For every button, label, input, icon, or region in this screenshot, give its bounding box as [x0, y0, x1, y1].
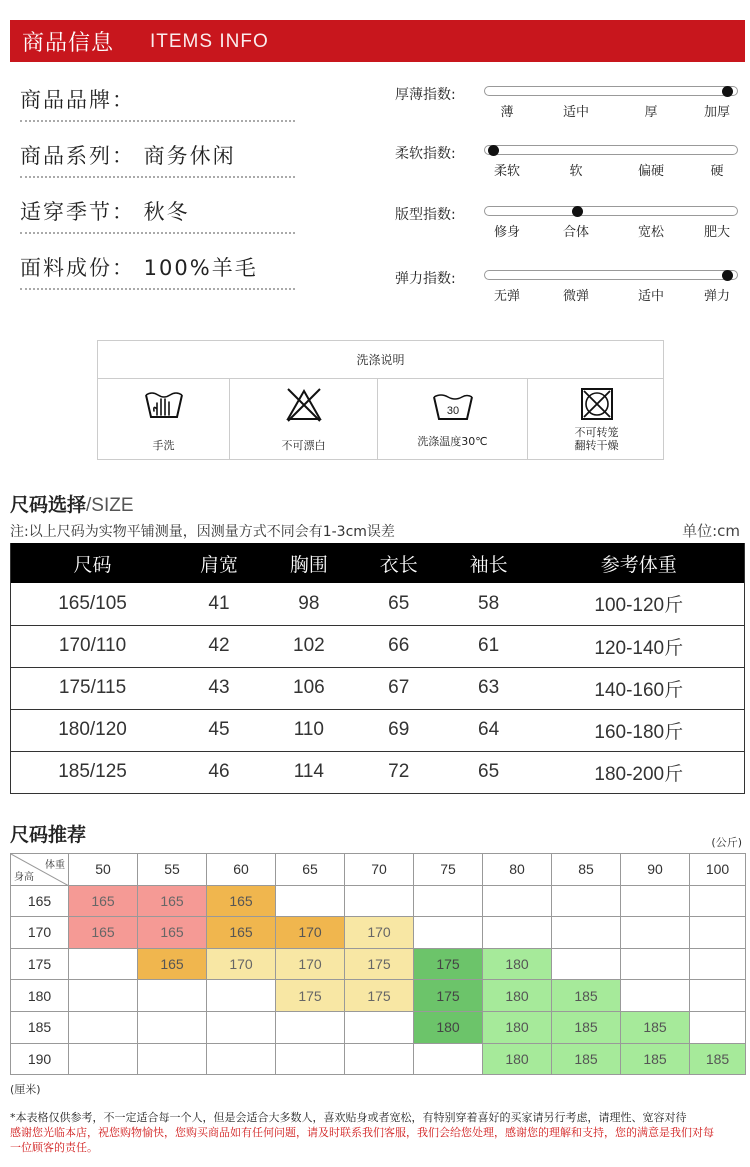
table-row: [11, 709, 745, 751]
size-cell: 180/120: [11, 709, 175, 751]
recommend-cell: 185: [690, 1043, 746, 1075]
index-tick-label: 修身: [493, 225, 520, 240]
index-tick-label: 硬: [710, 164, 724, 179]
recommend-cell: [345, 1043, 414, 1075]
recommend-cell: [552, 917, 621, 949]
size-cell: 175/115: [11, 667, 175, 709]
care-label: 洗涤温度30℃: [417, 435, 488, 448]
size-cell: 180-200斤: [534, 751, 745, 793]
size-cell: 65: [444, 751, 534, 793]
wash-temp-label: 30: [446, 405, 460, 417]
banner-title-cn: 商品信息: [22, 31, 115, 56]
corner-height-label: 身高: [14, 871, 34, 883]
index-tick-label: 薄: [500, 105, 514, 120]
size-table: [10, 543, 745, 794]
footer-thanks-cont: 一位顾客的责任。: [10, 1141, 98, 1154]
weight-header: 65: [276, 854, 345, 886]
height-header: 170: [11, 917, 69, 949]
size-cell: 165/105: [11, 583, 175, 625]
index-track: [484, 270, 738, 280]
recommend-cell: 165: [207, 885, 276, 917]
index-label: 厚薄指数:: [395, 87, 456, 103]
weight-header: 75: [414, 854, 483, 886]
size-cell: 63: [444, 667, 534, 709]
size-cell: 140-160斤: [534, 667, 745, 709]
banner-title-en: ITEMS INFO: [150, 31, 269, 52]
size-cell: 46: [174, 751, 264, 793]
care-item-hand-wash: [98, 379, 230, 459]
care-label-line1: 不可转笼: [574, 426, 619, 439]
recommend-cell: [483, 917, 552, 949]
recommend-cell: 175: [414, 980, 483, 1012]
care-instructions: [97, 340, 664, 460]
recommend-cell: [138, 1011, 207, 1043]
recommend-cell: [690, 980, 746, 1012]
recommend-cell: 185: [552, 1011, 621, 1043]
recommend-header-row: [11, 854, 746, 886]
recommend-cell: [69, 1011, 138, 1043]
size-table-header: [11, 543, 745, 583]
section-banner: [10, 20, 745, 62]
index-marker: [572, 206, 583, 217]
recommend-cell: [345, 885, 414, 917]
index-marker: [488, 145, 499, 156]
height-header: 190: [11, 1043, 69, 1075]
size-cell: 100-120斤: [534, 583, 745, 625]
size-cell: 58: [444, 583, 534, 625]
recommend-cell: 180: [483, 1043, 552, 1075]
index-track: [484, 86, 738, 96]
index-tick-label: 弹力: [703, 289, 730, 304]
weight-header: 80: [483, 854, 552, 886]
recommend-cell: [552, 948, 621, 980]
size-cell: 65: [354, 583, 444, 625]
recommend-cell: [621, 948, 690, 980]
size-cell: 64: [444, 709, 534, 751]
height-header: 180: [11, 980, 69, 1012]
weight-header: 55: [138, 854, 207, 886]
recommend-cell: 165: [138, 885, 207, 917]
size-title-cn: 尺码选择: [10, 494, 87, 516]
care-item-no-tumble-dry: [528, 379, 665, 459]
recommend-cell: [621, 917, 690, 949]
index-tick-label: 微弹: [562, 289, 589, 304]
recommend-cell: 175: [345, 948, 414, 980]
index-track: [484, 206, 738, 216]
recommend-cell: [552, 885, 621, 917]
recommend-cell: 180: [414, 1011, 483, 1043]
index-tick-label: 无弹: [493, 289, 520, 304]
recommend-cell: [345, 1011, 414, 1043]
index-label: 柔软指数:: [395, 146, 456, 162]
corner-weight-label: 体重: [45, 860, 65, 871]
index-marker: [722, 270, 733, 281]
recommend-cell: [690, 1011, 746, 1043]
weight-header: 85: [552, 854, 621, 886]
index-tick-label: 合体: [562, 225, 589, 240]
size-cell: 110: [264, 709, 354, 751]
size-cell: 106: [264, 667, 354, 709]
table-row: [11, 667, 745, 709]
table-row: [11, 917, 746, 949]
size-cell: 42: [174, 625, 264, 667]
attr-fabric: 面料成份： 100%羊毛: [20, 240, 295, 290]
recommend-cell: [690, 948, 746, 980]
recommend-cell: [621, 980, 690, 1012]
size-unit: 单位:cm: [682, 522, 740, 540]
recommend-cell: 185: [552, 980, 621, 1012]
height-header: 175: [11, 948, 69, 980]
size-header-cell: 袖长: [444, 543, 534, 583]
size-header-cell: 尺码: [11, 543, 175, 583]
size-note: 注:以上尺码为实物平铺测量，因测量方式不同会有1-3cm误差: [10, 524, 395, 540]
recommend-cell: 180: [483, 948, 552, 980]
attr-brand: 商品品牌：: [20, 72, 295, 122]
footer-thanks: 感谢您光临本店，祝您购物愉快，您购买商品如有任何问题，请及时联系我们客服，我们会给您处理，感谢您的理解和支持，您的满意是我们对每: [10, 1126, 714, 1139]
size-cell: 98: [264, 583, 354, 625]
index-tick-label: 柔软: [493, 164, 520, 179]
weight-header: 70: [345, 854, 414, 886]
hand-wash-icon: [142, 387, 186, 423]
recommend-cell: [690, 917, 746, 949]
size-title-en: /SIZE: [86, 495, 134, 516]
recommend-cell: [483, 885, 552, 917]
recommend-unit-height: (厘米): [10, 1083, 41, 1096]
care-item-no-bleach: [230, 379, 378, 459]
recommend-table: [10, 853, 746, 1075]
size-header-cell: 衣长: [354, 543, 444, 583]
recommend-cell: 165: [207, 917, 276, 949]
weight-header: 90: [621, 854, 690, 886]
index-tick-label: 厚: [644, 105, 658, 120]
size-cell: 61: [444, 625, 534, 667]
care-label-line2: 翻转干燥: [574, 439, 619, 452]
recommend-cell: 165: [138, 917, 207, 949]
table-row: [11, 948, 746, 980]
recommend-cell: 165: [69, 917, 138, 949]
recommend-cell: 175: [345, 980, 414, 1012]
recommend-cell: [69, 980, 138, 1012]
index-tick-label: 偏硬: [637, 164, 664, 179]
size-cell: 43: [174, 667, 264, 709]
recommend-cell: [207, 980, 276, 1012]
recommend-cell: [138, 1043, 207, 1075]
size-header-cell: 肩宽: [174, 543, 264, 583]
recommend-title: 尺码推荐: [10, 824, 87, 846]
weight-header: 60: [207, 854, 276, 886]
recommend-cell: 165: [138, 948, 207, 980]
recommend-cell: 165: [69, 885, 138, 917]
table-row: [11, 625, 745, 667]
size-header-cell: 胸围: [264, 543, 354, 583]
recommend-unit-weight: (公斤): [711, 836, 742, 849]
recommend-cell: [276, 1011, 345, 1043]
index-tick-label: 适中: [637, 289, 664, 304]
recommend-cell: 185: [621, 1011, 690, 1043]
height-header: 185: [11, 1011, 69, 1043]
recommend-cell: [276, 1043, 345, 1075]
index-track: [484, 145, 738, 155]
recommend-cell: 170: [207, 948, 276, 980]
index-marker: [722, 86, 733, 97]
recommend-cell: [69, 1043, 138, 1075]
size-cell: 66: [354, 625, 444, 667]
recommend-cell: [207, 1011, 276, 1043]
recommend-cell: [621, 885, 690, 917]
index-tick-label: 宽松: [637, 225, 664, 240]
care-title: 洗涤说明: [98, 341, 663, 379]
care-label: 手洗: [152, 439, 175, 452]
footer-disclaimer: *本表格仅供参考，不一定适合每一个人，但是会适合大多数人，喜欢贴身或者宽松，有特别穿着喜好的买家请另行考虑，请理性、宽容对待: [10, 1111, 687, 1124]
table-row: [11, 1043, 746, 1075]
table-row: [11, 583, 745, 625]
weight-header: 50: [69, 854, 138, 886]
care-label: 不可漂白: [281, 439, 326, 452]
recommend-cell: [414, 1043, 483, 1075]
recommend-cell: [414, 917, 483, 949]
recommend-cell: [207, 1043, 276, 1075]
attr-season: 适穿季节： 秋冬: [20, 184, 295, 234]
recommend-cell: 185: [621, 1043, 690, 1075]
recommend-cell: [690, 885, 746, 917]
recommend-cell: 170: [276, 948, 345, 980]
attr-series: 商品系列： 商务休闲: [20, 128, 295, 178]
recommend-cell: [69, 948, 138, 980]
index-tick-label: 加厚: [703, 105, 730, 120]
no-bleach-icon: [284, 385, 324, 425]
index-tick-label: 肥大: [703, 225, 730, 240]
recommend-cell: [414, 885, 483, 917]
weight-header: 100: [690, 854, 746, 886]
size-title: [10, 490, 134, 517]
recommend-cell: [138, 980, 207, 1012]
index-tick-label: 软: [569, 164, 583, 179]
index-tick-label: 适中: [562, 105, 589, 120]
size-header-cell: 参考体重: [534, 543, 745, 583]
care-item-wash-30: [378, 379, 528, 459]
table-row: [11, 885, 746, 917]
recommend-cell: 170: [345, 917, 414, 949]
recommend-cell: 185: [552, 1043, 621, 1075]
no-tumble-dry-icon: [580, 387, 614, 421]
index-label: 弹力指数:: [395, 271, 456, 287]
size-cell: 102: [264, 625, 354, 667]
size-cell: 67: [354, 667, 444, 709]
size-cell: 69: [354, 709, 444, 751]
recommend-cell: 170: [276, 917, 345, 949]
recommend-cell: 180: [483, 1011, 552, 1043]
size-cell: 120-140斤: [534, 625, 745, 667]
height-header: 165: [11, 885, 69, 917]
recommend-cell: 175: [276, 980, 345, 1012]
size-cell: 185/125: [11, 751, 175, 793]
recommend-cell: [276, 885, 345, 917]
size-cell: 45: [174, 709, 264, 751]
size-cell: 41: [174, 583, 264, 625]
recommend-corner: [11, 854, 69, 886]
recommend-cell: 175: [414, 948, 483, 980]
table-row: [11, 980, 746, 1012]
size-cell: 72: [354, 751, 444, 793]
recommend-cell: 180: [483, 980, 552, 1012]
index-label: 版型指数:: [395, 207, 456, 223]
table-row: [11, 751, 745, 793]
size-cell: 160-180斤: [534, 709, 745, 751]
size-cell: 114: [264, 751, 354, 793]
size-cell: 170/110: [11, 625, 175, 667]
table-row: [11, 1011, 746, 1043]
